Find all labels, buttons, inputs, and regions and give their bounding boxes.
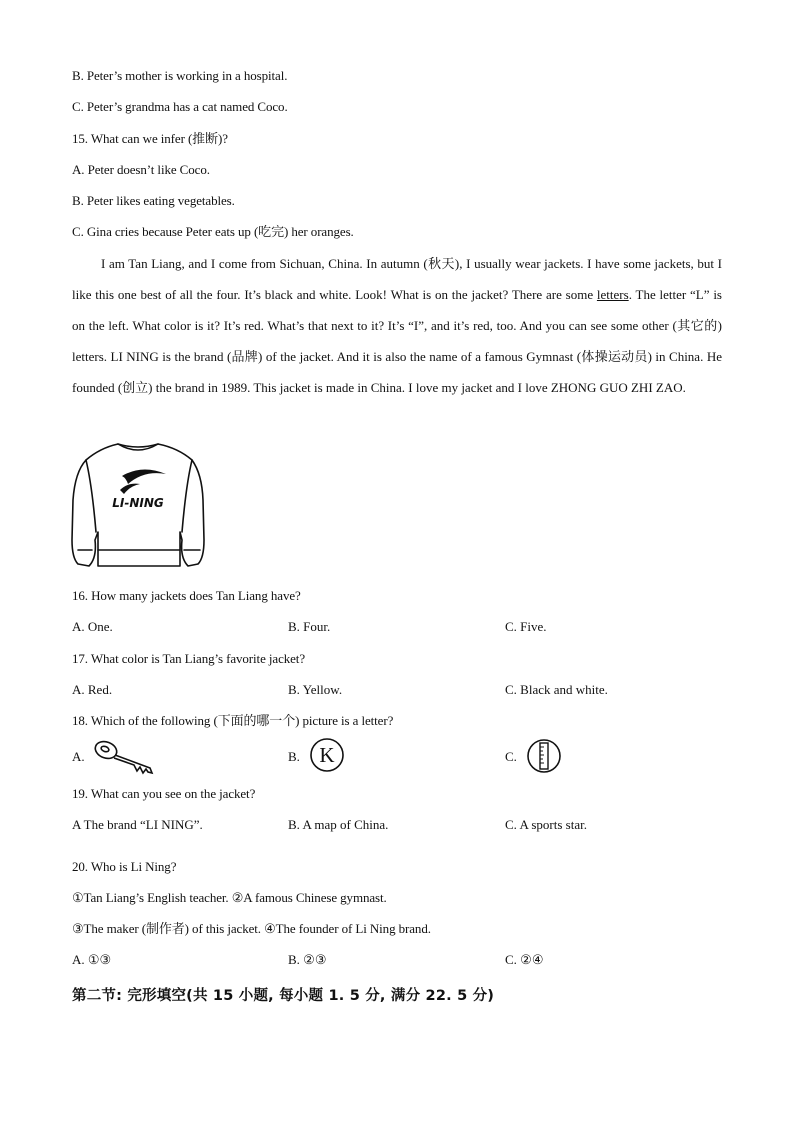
question-16: 16. How many jackets does Tan Liang have? <box>72 588 301 603</box>
underlined-word: letters <box>596 287 629 302</box>
jacket-illustration <box>70 440 206 574</box>
option-b: B. Yellow. <box>288 682 343 697</box>
passage-text: . The letter “L” is on the left. What color is it? It’s red. What’s that next to it? It’s “I”, and it’s red, too. And you can see some other (其它的) letters. LI NING is the brand (品牌) of the jacket. And it is also the name of a famous Gymnast (体操运动员) in China. He founded (创立) the brand in 1989. This jacket is made in China. I love my jacket and I love ZHONG GUO ZHI ZAO. <box>72 287 722 395</box>
jacket-logo-text: LI-NING <box>112 496 164 510</box>
option-a: A. Red. <box>72 682 113 697</box>
option-b: B. <box>288 749 300 764</box>
option-a: A. ①③ <box>72 952 112 967</box>
statement-line: ①Tan Liang’s English teacher. ②A famous Chinese gymnast. <box>72 890 387 905</box>
question-15: 15. What can we infer (推断)? <box>72 131 228 146</box>
option-line: C. Peter’s grandma has a cat named Coco. <box>72 99 288 114</box>
question-20: 20. Who is Li Ning? <box>72 859 177 874</box>
circled-letter: K <box>319 743 335 767</box>
option-line: B. Peter’s mother is working in a hospital. <box>72 68 288 83</box>
option-b: B. A map of China. <box>288 817 389 832</box>
section-heading: 第二节: 完形填空(共 15 小题, 每小题 1. 5 分, 满分 22. 5 分) <box>72 988 495 1004</box>
option-line: B. Peter likes eating vegetables. <box>72 193 235 208</box>
option-b: B. ②③ <box>288 952 327 967</box>
option-c: C. Black and white. <box>505 682 608 697</box>
key-icon <box>92 738 158 776</box>
option-line: A. Peter doesn’t like Coco. <box>72 162 210 177</box>
option-a: A. <box>72 749 85 764</box>
option-c: C. ②④ <box>505 952 544 967</box>
option-line: C. Gina cries because Peter eats up (吃完) her oranges. <box>72 224 354 239</box>
ruler-icon <box>525 737 563 775</box>
question-17: 17. What color is Tan Liang’s favorite jacket? <box>72 651 305 666</box>
statement-line: ③The maker (制作者) of this jacket. ④The founder of Li Ning brand. <box>72 921 431 936</box>
option-c: C. A sports star. <box>505 817 587 832</box>
option-c: C. <box>505 749 517 764</box>
passage-text: I am Tan Liang, and I come from Sichuan, China. In autumn (秋天), I usually wear jackets. I have some jackets, but I like this one best of all the four. It’s black and white. Look! What is on the jacket? There are some <box>72 256 722 302</box>
option-c: C. Five. <box>505 619 547 634</box>
question-19: 19. What can you see on the jacket? <box>72 786 256 801</box>
reading-passage <box>72 248 722 403</box>
option-b: B. Four. <box>288 619 331 634</box>
option-a: A. One. <box>72 619 113 634</box>
option-a: A The brand “LI NING”. <box>72 817 203 832</box>
question-18: 18. Which of the following (下面的哪一个) picture is a letter? <box>72 713 394 728</box>
circled-letter-k-icon <box>309 737 345 773</box>
